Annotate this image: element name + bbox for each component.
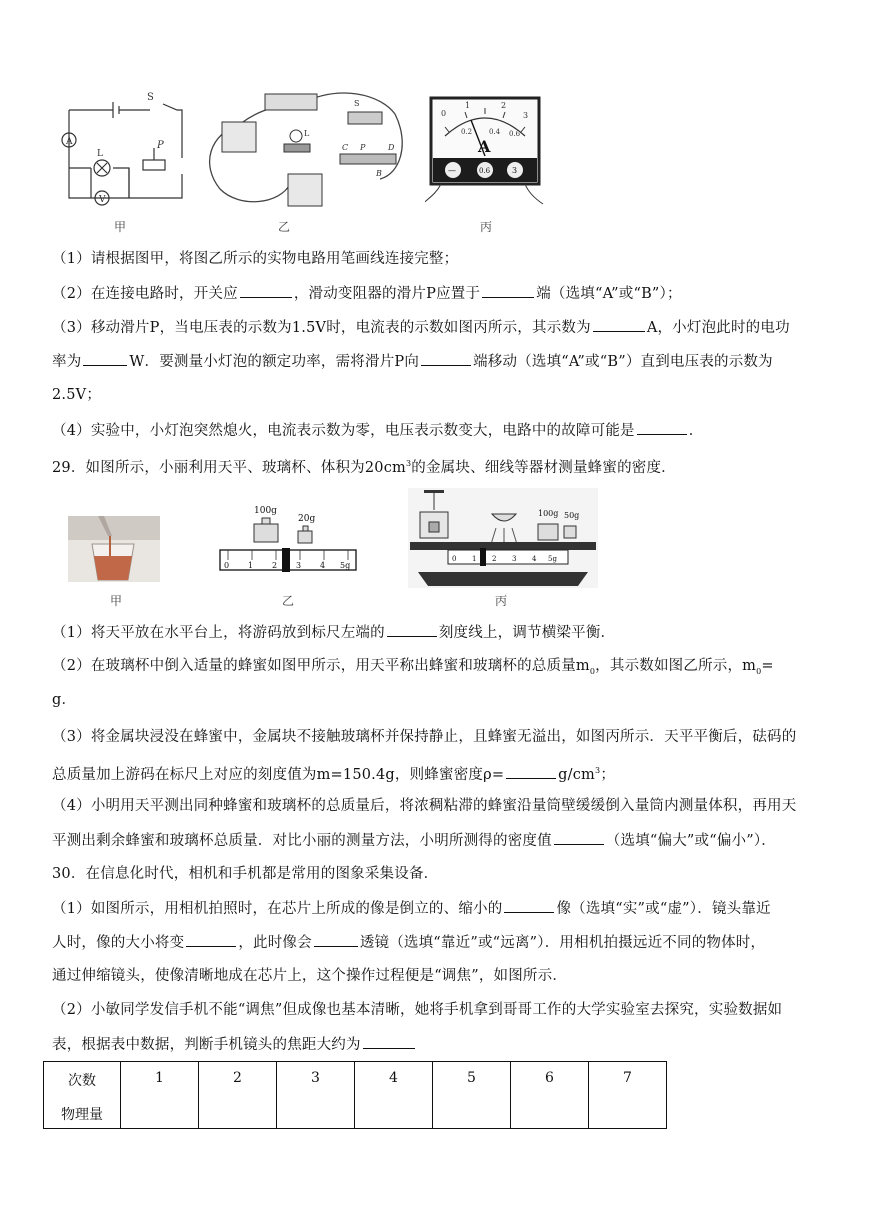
tick-3: 3 — [296, 561, 302, 570]
balance-scale-reading-yi — [218, 500, 358, 580]
tick-1: 1 — [248, 561, 254, 570]
experiment-data-table — [43, 1061, 667, 1129]
answer-blank[interactable] — [421, 351, 471, 366]
label-a: A — [66, 137, 73, 147]
scale-2: 2 — [501, 101, 507, 110]
terminal-3: 3 — [512, 166, 518, 175]
q30-part2-line2: 表，根据表中数据，判断手机镜头的焦距大约为 — [52, 1034, 417, 1055]
physical-circuit-yi — [200, 84, 415, 214]
answer-blank[interactable] — [314, 932, 358, 947]
scale-0-4: 0.4 — [489, 128, 501, 136]
answer-blank[interactable] — [186, 932, 236, 947]
answer-blank[interactable] — [482, 283, 534, 298]
label-s: S — [147, 92, 154, 103]
q28-part2: （2）在连接电路时，开关应 ，滑动变阻器的滑片P应置于 端（选填“A”或“B”）； — [52, 283, 682, 304]
caption-yi-2: 乙 — [281, 594, 294, 608]
table-column-3[interactable]: 3 — [277, 1062, 355, 1129]
tick-2: 2 — [272, 561, 278, 570]
honey-cup-photo-jia — [68, 516, 160, 582]
table-column-5[interactable]: 5 — [433, 1062, 511, 1129]
scale-3: 3 — [523, 111, 529, 120]
label-l: L — [97, 149, 103, 159]
label-d-yi: D — [388, 143, 395, 152]
q29-stem: 29．如图所示，小丽利用天平、玻璃杯、体积为$20cm^3$的金属块、细线等器材测量蜂蜜的密度． — [52, 459, 676, 476]
table-column-4[interactable]: 4 — [355, 1062, 433, 1129]
weight-20g: 20g — [298, 514, 316, 524]
scale-0: 0 — [441, 109, 447, 118]
q28-part1: （1）请根据图甲，将图乙所示的实物电路用笔画线连接完整； — [52, 251, 459, 267]
answer-blank[interactable] — [83, 351, 127, 366]
q30-part2-line1: （2）小敏同学发信手机不能“调焦”但成像也基本清晰，她将手机拿到哥哥工作的大学实验室去探究，实验数据如 — [52, 1002, 783, 1018]
tick-4-bing: 4 — [532, 555, 537, 563]
q28-part3-line1: （3）移动滑片P，当电压表的示数为1.5V时，电流表的示数如图丙所示，其示数为 A，小灯泡此时的电功 — [52, 317, 790, 338]
scale-1: 1 — [465, 101, 471, 110]
label-c-yi: C — [342, 143, 349, 152]
tick-4: 4 — [320, 561, 326, 570]
label-s-yi: S — [354, 99, 360, 108]
q29-part2-line1: （2）在玻璃杯中倒入适量的蜂蜜如图甲所示，用天平称出蜂蜜和玻璃杯的总质量$m_0$，其示数如图乙所示，$m_0=$ — [52, 658, 774, 676]
q30-stem: 30．在信息化时代，相机和手机都是常用的图象采集设备． — [52, 866, 439, 882]
tick-3-bing: 3 — [512, 555, 517, 563]
q30-part1-line1: （1）如图所示，用相机拍照时，在芯片上所成的像是倒立的、缩小的 像（选填“实”或“虚”）．镜头靠近 — [52, 898, 771, 919]
table-column-1[interactable]: 1 — [121, 1062, 199, 1129]
q28-part3-line2: 率为 W．要测量小灯泡的额定功率，需将滑片P向 端移动（选填“A”或“B”）直到电压表的示数为 — [52, 351, 773, 372]
tick-0-bing: 0 — [452, 555, 457, 563]
header-trial-label: 次数 — [68, 1073, 96, 1089]
q29-part1: （1）将天平放在水平台上，将游码放到标尺左端的 刻度线上，调节横梁平衡． — [52, 622, 615, 643]
label-p-yi: P — [360, 143, 366, 152]
q29-part2-line2: g． — [52, 692, 77, 708]
header-quantity-label: 物理量 — [61, 1107, 103, 1123]
scale-0-2: 0.2 — [461, 128, 473, 136]
scale-0-6: 0.6 — [509, 130, 521, 138]
label-p: P — [157, 140, 164, 151]
q30-part1-line2: 人时，像的大小将变 ，此时像会 透镜（选填“靠近”或“远离”）．用相机拍摄远近不同的物体时， — [52, 932, 765, 953]
terminal-0-6: 0.6 — [479, 167, 491, 175]
balance-with-metal-block-bing — [408, 488, 598, 588]
answer-blank[interactable] — [637, 420, 687, 435]
caption-bing-2: 丙 — [494, 594, 507, 608]
tick-5g: 5g — [340, 561, 351, 570]
tick-0: 0 — [224, 561, 230, 570]
answer-blank[interactable] — [240, 283, 292, 298]
label-l-yi: L — [304, 129, 310, 138]
table-column-6[interactable]: 6 — [511, 1062, 589, 1129]
answer-blank[interactable] — [506, 764, 556, 779]
answer-blank[interactable] — [387, 622, 437, 637]
tick-2-bing: 2 — [492, 555, 497, 563]
answer-blank[interactable] — [593, 317, 645, 332]
tick-5g-bing: 5g — [548, 555, 557, 563]
q29-part4-line1: （4）小明用天平测出同种蜂蜜和玻璃杯的总质量后，将浓稠粘滞的蜂蜜沿量筒壁缓缓倒入量筒内测量体积，再用天 — [52, 798, 797, 814]
answer-blank[interactable] — [363, 1034, 415, 1049]
caption-bing: 丙 — [479, 220, 492, 234]
q28-part3-line3: 2.5V； — [52, 387, 102, 403]
q28-part4: （4）实验中，小灯泡突然熄火，电流表示数为零，电压表示数变大，电路中的故障可能是 ． — [52, 420, 703, 441]
label-v: V — [99, 195, 106, 205]
table-column-7[interactable]: 7 — [589, 1062, 667, 1129]
caption-jia: 甲 — [113, 220, 126, 234]
q30-part1-line3: 通过伸缩镜头，使像清晰地成在芯片上，这个操作过程便是“调焦”，如图所示． — [52, 968, 568, 984]
label-b-yi: B — [376, 169, 382, 178]
answer-blank[interactable] — [554, 830, 604, 845]
caption-yi: 乙 — [277, 220, 290, 234]
weight-50g-bing: 50g — [564, 511, 580, 520]
ammeter-bing — [425, 96, 545, 208]
q29-part4-line2: 平测出剩余蜂蜜和玻璃杯总质量．对比小丽的测量方法，小明所测得的密度值 （选填“偏大”或“偏小”）． — [52, 830, 776, 851]
terminal-neg: — — [448, 166, 456, 175]
q29-part3-line2: 总质量加上游码在标尺上对应的刻度值为m=150.4g，则蜂蜜密度$\rho= g/cm^3$； — [52, 761, 615, 785]
table-column-2[interactable]: 2 — [199, 1062, 277, 1129]
caption-jia-2: 甲 — [109, 594, 122, 608]
weight-100g-bing: 100g — [538, 509, 559, 518]
tick-1-bing: 1 — [472, 555, 477, 563]
answer-blank[interactable] — [504, 898, 554, 913]
q29-part3-line1: （3）将金属块浸没在蜂蜜中，金属块不接触玻璃杯并保持静止，且蜂蜜无溢出，如图丙所示．天平平衡后，砝码的 — [52, 729, 797, 745]
ammeter-symbol: A — [478, 137, 491, 156]
weight-100g: 100g — [254, 506, 277, 516]
table-header-cell — [44, 1062, 121, 1129]
circuit-diagram-jia — [55, 88, 190, 206]
